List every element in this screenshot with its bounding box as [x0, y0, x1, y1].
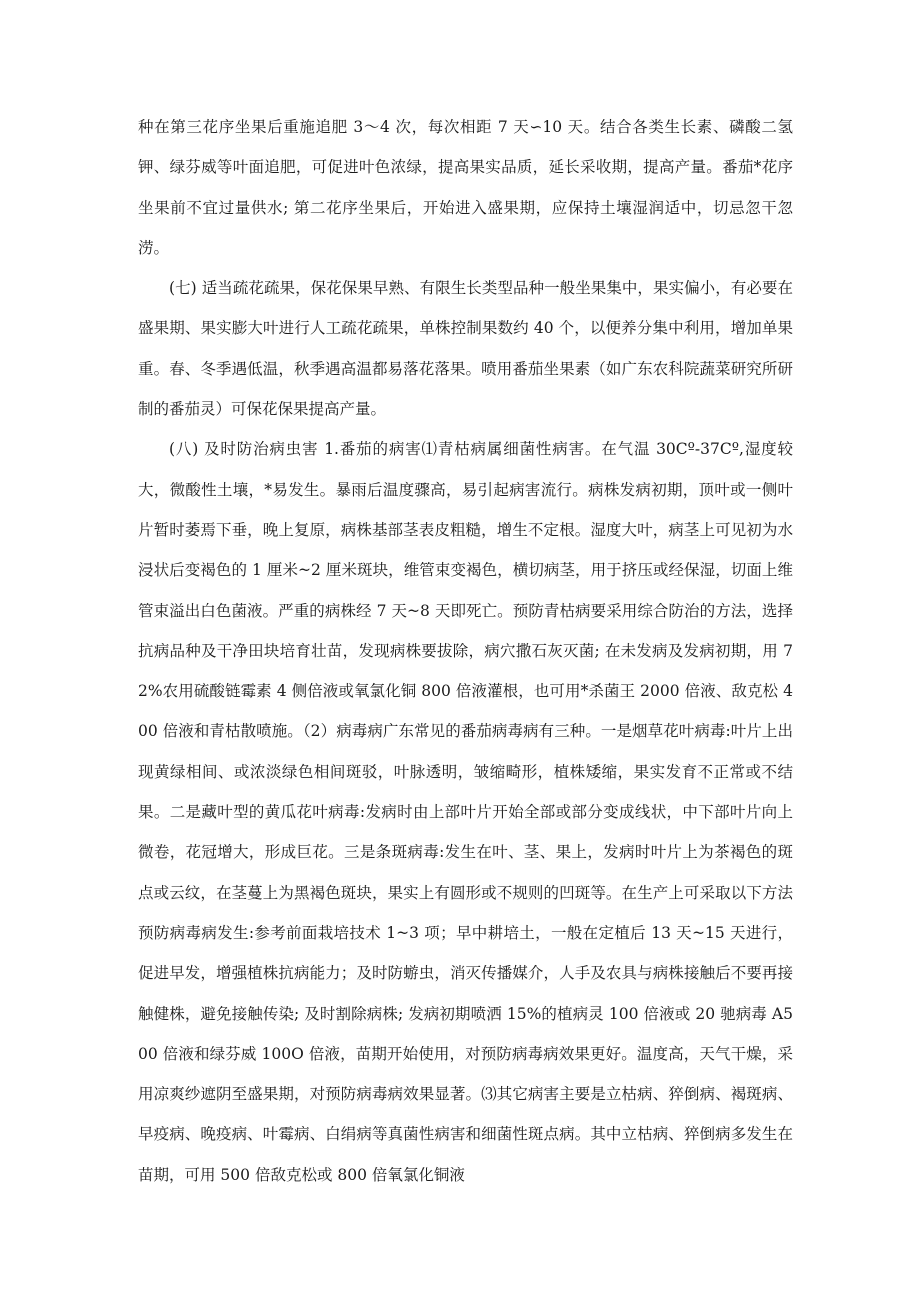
document-body — [138, 107, 793, 1195]
paragraph-fertilization: 种在第三花序坐果后重施追肥 3～4 次，每次相距 7 天∽10 天。结合各类生长素、磷酸二氢钾、绿芬威等叶面追肥，可促进叶色浓绿，提高果实品质，延长采收期，提高产量。番茄*花序坐果前不宜过量供水; 第二花序坐果后，开始进入盛果期，应保持土壤湿润适中，切忌忽干忽涝。 — [138, 118, 793, 257]
paragraph-pest-disease-control: (八) 及时防治病虫害 1.番茄的病害⑴青枯病属细菌性病害。在气温 30Cº-37Cº,湿度较大，微酸性土壤，*易发生。暴雨后温度骤高，易引起病害流行。病株发病初期，顶叶或一侧叶片暂时萎焉下垂，晚上复原，病株基部茎表皮粗糙，增生不定根。湿度大叶，病茎上可见初为水浸状后变褐色的 1 厘米~2 厘米斑块，维管束变褐色，横切病茎，用于挤压或经保湿，切面上维管束溢出白色菌液。严重的病株经 7 天~8 天即死亡。预防青枯病要采用综合防治的方法，选择抗病品种及干净田块培育壮苗，发现病株要拔除，病穴撒石灰灭菌; 在未发病及发病初期，用 72%农用硫酸链霉素 4 侧倍液或氧氯化铜 800 倍液灌根，也可用*杀菌王 2000 倍液、敌克松 400 倍液和青枯散喷施。（2）病毒病广东常见的番茄病毒病有三种。一是烟草花叶病毒:叶片上出现黄绿相间、或浓淡绿色相间斑驳，叶脉透明，皱缩畸形，植株矮缩，果实发育不正常或不结果。二是藏叶型的黄瓜花叶病毒:发病时由上部叶片开始全部或部分变成线状，中下部叶片向上微卷，花冠增大，形成巨花。三是条斑病毒:发生在叶、茎、果上，发病时叶片上为茶褐色的斑点或云纹，在茎蔓上为黑褐色斑块，果实上有圆形或不规则的凹斑等。在生产上可采取以下方法预防病毒病发生:参考前面栽培技术 1~3 项；早中耕培土，一般在定植后 13 天~15 天进行，促进早发，增强植株抗病能力；及时防蝣虫，消灭传播媒介，人手及农具与病株接触后不要再接触健株，避免接触传染; 及时割除病株; 发病初期喷洒 15%的植病灵 100 倍液或 20 驰病毒 A500 倍液和绿芬威 100O 倍液，苗期开始使用，对预防病毒病效果更好。温度高，天气干燥，采用凉爽纱遮阴至盛果期，对预防病毒病效果显著。⑶其它病害主要是立枯病、猝倒病、褐斑病、早疫病、晚疫病、叶霉病、白绢病等真菌性病害和细菌性斑点病。其中立枯病、猝倒病多发生在苗期，可用 500 倍敌克松或 800 倍氧氯化铜液 — [138, 440, 793, 1184]
paragraph-flower-fruit-thinning: (七) 适当疏花疏果，保花保果早熟、有限生长类型品种一般坐果集中，果实偏小，有必要在盛果期、果实膨大叶进行人工疏花疏果，单株控制果数约 40 个，以便养分集中利用，增加单果重。春、冬季遇低温，秋季遇高温都易落花落果。喷用番茄坐果素（如广东农科院蔬菜研究所研制的番茄灵）可保花保果提高产量。 — [138, 279, 793, 419]
